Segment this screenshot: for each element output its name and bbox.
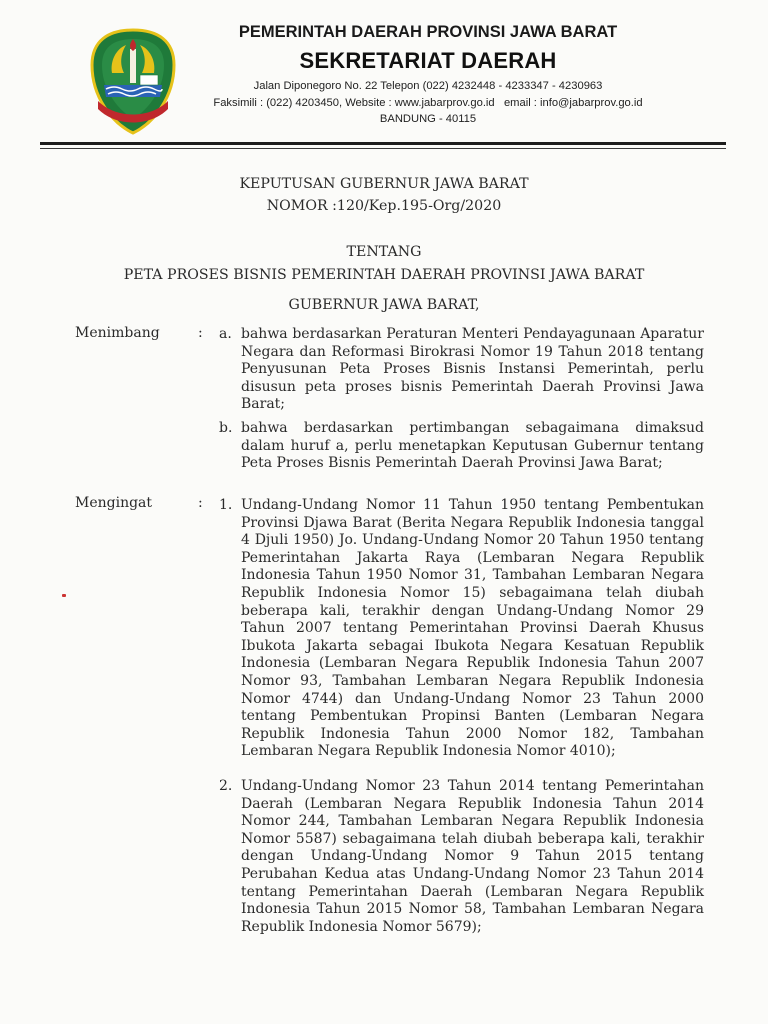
considering-item-marker: b.	[219, 420, 233, 436]
letterhead-divider-thick	[40, 142, 726, 145]
letterhead-contact: Faksimili : (022) 4203450, Website : www.jabarprov.go.id email : info@jabarprov.go.id	[213, 97, 643, 109]
recalling-item-marker: 1.	[219, 497, 233, 513]
letterhead-office: SEKRETARIAT DAERAH	[299, 48, 557, 73]
provincial-emblem-logo	[90, 27, 176, 137]
recalling-label: Mengingat	[75, 495, 153, 511]
recalling-item-marker: 2.	[219, 778, 233, 794]
decree-number: NOMOR :120/Kep.195-Org/2020	[266, 198, 502, 214]
recalling-item-text: Undang-Undang Nomor 11 Tahun 1950 tentang Pembentukan Provinsi Djawa Barat (Berita Negara Republik Indonesia tanggal 4 Djuli 1950) Jo. Undang-Undang Nomor 20 Tahun 1950 tentang Pemerintahan Jakarta Raya (Lembaran Negara Republik Indonesia Tahun 1950 Nomor 31, Tambahan Lembaran Negara Republik Indonesia Nomor 15) sebagaimana telah diubah beberapa kali, terakhir dengan Undang-Undang Nomor 29 Tahun 2007 tentang Pemerintahan Provinsi Daerah Khusus Ibukota Jakarta sebagai Ibukota Negara Kesatuan Republik Indonesia (Lembaran Negara Republik Indonesia Tahun 2007 Nomor 93, Tambahan Lembaran Negara Republik Indonesia Nomor 4744) dan Undang-Undang Nomor 23 Tahun 2000 tentang Pembentukan Propinsi Banten (Lembaran Negara Republik Indonesia Tahun 2000 Nomor 182, Tambahan Lembaran Negara Republik Indonesia Nomor 4010);	[241, 497, 704, 760]
considering-item-marker: a.	[219, 326, 232, 342]
decree-title: KEPUTUSAN GUBERNUR JAWA BARAT	[239, 176, 529, 192]
governor-heading: GUBERNUR JAWA BARAT,	[288, 297, 480, 313]
letterhead-government: PEMERINTAH DAERAH PROVINSI JAWA BARAT	[238, 23, 618, 41]
recalling-item-text: Undang-Undang Nomor 23 Tahun 2014 tentang Pemerintahan Daerah (Lembaran Negara Republik Indonesia Tahun 2014 Nomor 244, Tambahan Lembaran Negara Republik Indonesia Nomor 5587) sebagaimana telah diubah beberapa kali, terakhir dengan Undang-Undang Nomor 9 Tahun 2015 tentang Perubahan Kedua atas Undang-Undang Nomor 23 Tahun 2014 tentang Pemerintahan Daerah (Lembaran Negara Republik Indonesia Tahun 2015 Nomor 58, Tambahan Lembaran Negara Republik Indonesia Nomor 5679);	[241, 778, 704, 935]
letterhead-address: Jalan Diponegoro No. 22 Telepon (022) 4232448 - 4233347 - 4230963	[253, 80, 603, 92]
letterhead-city: BANDUNG - 40115	[379, 113, 477, 125]
considering-item-text: bahwa berdasarkan Peraturan Menteri Pendayagunaan Aparatur Negara dan Reformasi Birokrasi Nomor 19 Tahun 2018 tentang Penyusunan Peta Proses Bisnis Instansi Pemerintah, perlu disusun peta proses bisnis Pemerintah Daerah Provinsi Jawa Barat;	[241, 326, 704, 413]
decree-subject: PETA PROSES BISNIS PEMERINTAH DAERAH PROVINSI JAWA BARAT	[123, 267, 645, 283]
considering-colon: :	[198, 325, 203, 341]
scan-speck	[62, 594, 66, 597]
considering-label: Menimbang	[75, 325, 160, 341]
recalling-colon: :	[198, 495, 203, 511]
decree-about-heading: TENTANG	[346, 244, 422, 260]
considering-item-text: bahwa berdasarkan pertimbangan sebagaimana dimaksud dalam huruf a, perlu menetapkan Keputusan Gubernur tentang Peta Proses Bisnis Pemerintah Daerah Provinsi Jawa Barat;	[241, 420, 704, 472]
letterhead-divider-thin	[40, 148, 726, 149]
